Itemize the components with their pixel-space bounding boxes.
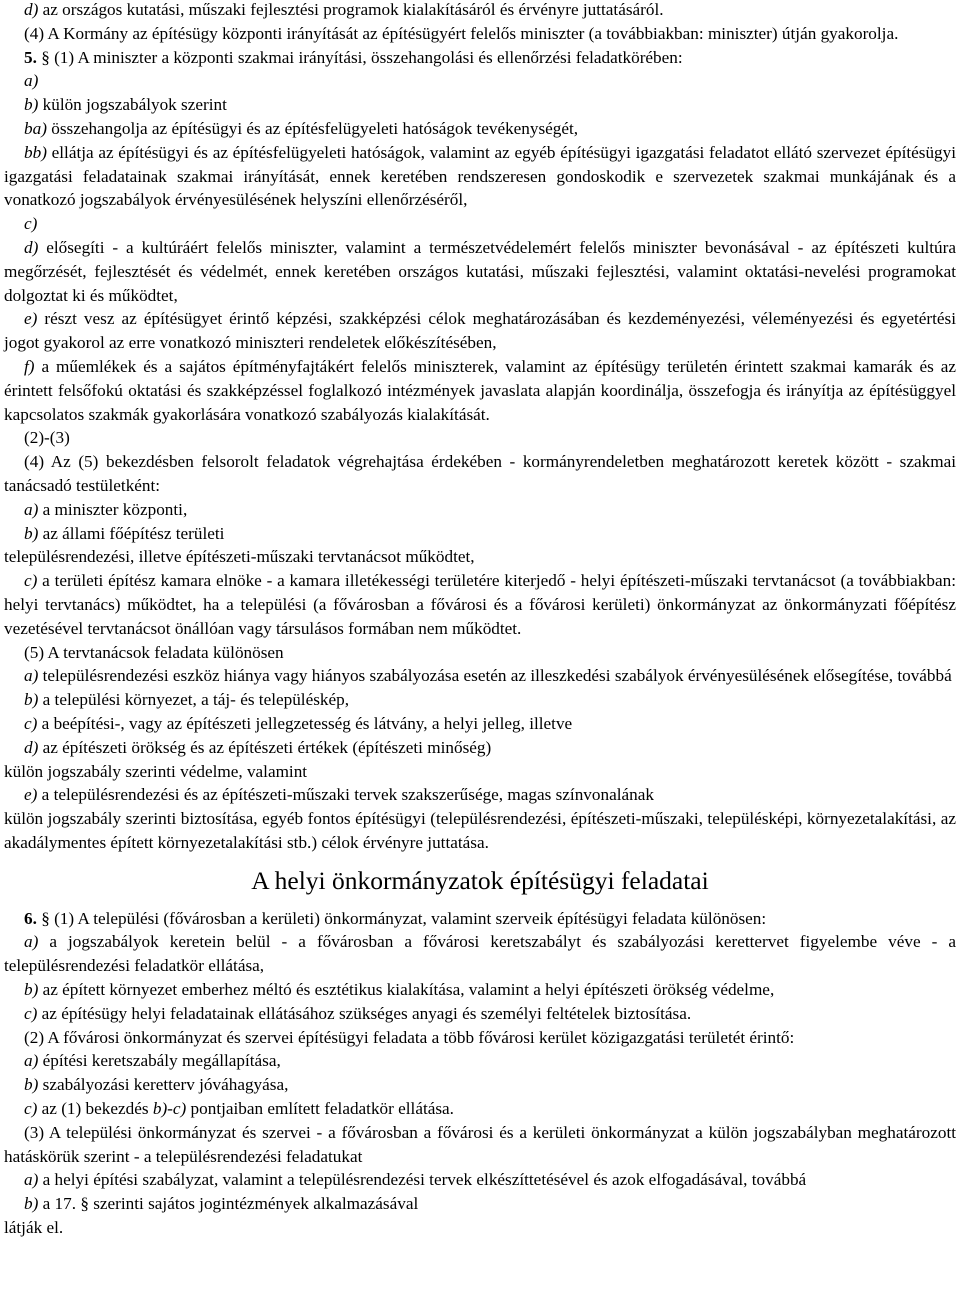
item-text: az (1) bekezdés [41, 1099, 149, 1119]
paragraph-text: § (1) A miniszter a központi szakmai irányítási, összehangolási és ellenőrzési feladatkörében: [41, 47, 683, 67]
list-item [4, 212, 956, 236]
item-text: szabályozási keretterv jóváhagyása, [42, 1075, 289, 1095]
item-text: az állami főépítész területi [42, 523, 225, 543]
item-text: a helyi építési szabályzat, valamint a településrendezési tervek elkészíttetésével és azok elfogadásával, továbbá [42, 1170, 807, 1190]
item-marker: c) [24, 214, 38, 234]
paragraph [4, 0, 956, 22]
list-item [4, 141, 956, 212]
section-5-intro [4, 46, 956, 70]
item-marker: b) [24, 980, 39, 1000]
item-marker: a) [24, 1170, 39, 1190]
item-text: a településrendezési és az építészeti-műszaki tervek szakszerűsége, magas színvonalának [41, 785, 654, 805]
item-text: a miniszter központi, [42, 499, 188, 519]
list-item [4, 69, 956, 93]
section-6-intro [4, 907, 956, 931]
item-marker: b) [24, 523, 39, 543]
paragraph-continuation: látják el. [4, 1218, 64, 1238]
item-marker: e) [24, 785, 38, 805]
list-item [4, 522, 956, 546]
list-item [4, 688, 956, 712]
list-item [4, 93, 956, 117]
list-item [4, 783, 956, 807]
item-text: elősegíti - a kultúráért felelős miniszter, valamint a természetvédelemért felelős miniszter bevonásával - az építészeti kultúra megőrzését, fejlesztését és védelmét, ennek keretében országos kutatási, műszaki fejlesztési, valamint oktatási-nevelési programokat dolgoztat ki és működtet, [4, 237, 956, 305]
list-item [4, 569, 956, 640]
item-marker: a) [24, 666, 39, 686]
item-text: a települési környezet, a táj- és településkép, [42, 690, 350, 710]
item-marker: e) [24, 309, 38, 329]
item-text: összehangolja az építésügyi és az építésfelügyeleti hatóságok tevékenységét, [51, 118, 579, 138]
list-item [4, 978, 956, 1002]
paragraph: (4) A Kormány az építésügy központi irányítását az építésügyért felelős miniszter (a továbbiakban: miniszter) útján gyakorolja. [24, 23, 899, 43]
paragraph-continuation: külön jogszabály szerinti védelme, valamint [4, 761, 308, 781]
item-marker: ba) [24, 118, 47, 138]
section-number: 6. [24, 908, 37, 928]
item-text: a műemlékek és a sajátos építményfajtákért felelős miniszterek, valamint az építésügy területén érintett szakmai kamarák és az érintett felsőfokú oktatási és szakképzéssel foglalkozó intézmények javaslata alapján koordinálja, összefogja és irányítja az építésüggyel kapcsolatos szakmák gyakorlására vonatkozó szabályozás kialakítását. [4, 356, 957, 424]
item-text: a 17. § szerinti sajátos jogintézmények alkalmazásával [42, 1194, 419, 1214]
item-text: az épített környezet emberhez méltó és esztétikus kialakítása, valamint a helyi építészeti örökség védelme, [42, 980, 775, 1000]
section-number: 5. [24, 47, 37, 67]
paragraph: (2) A fővárosi önkormányzat és szervei építésügyi feladata a több fővárosi kerület közigazgatási területét érintő: [24, 1027, 795, 1047]
item-marker: b) [24, 95, 39, 115]
item-text: ellátja az építésügyi és az építésfelügyeleti hatóságok, valamint az egyéb építésügyi igazgatási feladatot ellátó szervezet építésügyi igazgatási feladatainak szakmai irányítását, ennek keretében rendszeresen gondoskodik e szervezetek szakmai munkájának és a vonatkozó jogszabályok érvényesülésének helyszíni ellenőrzéséről, [4, 142, 957, 210]
item-text: az építésügy helyi feladatainak ellátásához szükséges anyagi és személyi feltételek biztosítása. [41, 1003, 692, 1023]
paragraph-continuation: külön jogszabály szerinti biztosítása, egyéb fontos építésügyi (településrendezési, építészeti-műszaki, településképi, környezetalakítási, az akadálymentes épített környezetalakítási stb.) célok érvényre juttatása. [4, 809, 956, 852]
item-marker: c) [24, 713, 38, 733]
paragraph: (3) A települési önkormányzat és szervei - a fővárosban a fővárosi és a kerületi önkormányzat a külön jogszabályban meghatározott hatáskörük szerint - a településrendezési feladatukat [4, 1122, 956, 1166]
item-text: a jogszabályok keretein belül - a fővárosban a fővárosi keretszabályt és szabályozási kerettervet figyelembe véve - a településrendezési feladatkör ellátása, [4, 932, 957, 976]
list-item [4, 236, 956, 307]
item-text: a területi építész kamara elnöke - a kamara illetékességi területére kiterjedő - helyi építészeti-műszaki tervtanácsot (a továbbiakban: helyi tervtanács) működtet, ha a települési (a fővárosban a fővárosi és a fővárosi kerületi) önkormányzat az önkormányzati főépítész vezetésével tervtanácsot önállóan vagy társulásos formában nem működtet. [4, 571, 956, 638]
paragraph: (4) Az (5) bekezdésben felsorolt feladatok végrehajtása érdekében - kormányrendeletben meghatározott keretek között - szakmai tanácsadó testületként: [4, 452, 956, 495]
item-text: részt vesz az építésügyet érintő képzési, szakképzési célok meghatározásában és kezdeményezési, véleményezési és egyetértési jogot gyakorol az erre vonatkozó miniszteri rendeletek előkészítésében, [4, 309, 956, 353]
list-item [4, 1002, 956, 1026]
item-marker: b) [24, 690, 39, 710]
paragraph-text: § (1) A települési (fővárosban a kerületi) önkormányzat, valamint szerveik építésügyi feladata különösen: [41, 908, 767, 928]
item-text: külön jogszabályok szerint [42, 95, 227, 115]
item-marker: d) [24, 0, 39, 19]
item-marker: b) [24, 1075, 39, 1095]
list-item [4, 1192, 956, 1216]
list-item [4, 117, 956, 141]
list-item [4, 712, 956, 736]
item-marker: b) [24, 1194, 39, 1214]
document-page [4, 0, 956, 1240]
item-marker: bb) [24, 142, 47, 162]
item-marker: c) [24, 1003, 38, 1023]
item-marker: c) [24, 571, 38, 591]
list-item [4, 736, 956, 760]
list-item [4, 1049, 956, 1073]
item-marker: a) [24, 71, 39, 91]
list-item [4, 498, 956, 522]
item-marker: a) [24, 1051, 39, 1071]
list-item [4, 1097, 956, 1121]
list-item [4, 1168, 956, 1192]
list-item [4, 664, 956, 688]
list-item [4, 1073, 956, 1097]
paragraph-continuation: településrendezési, illetve építészeti-műszaki tervtanácsot működtet, [4, 547, 475, 567]
item-marker: a) [24, 499, 39, 519]
paragraph: (5) A tervtanácsok feladata különösen [24, 642, 284, 662]
paragraph: (2)-(3) [24, 428, 70, 448]
list-item [4, 355, 956, 426]
item-text: pontjaiban említett feladatkör ellátása. [190, 1099, 454, 1119]
item-marker: d) [24, 237, 39, 257]
item-marker: c) [24, 1099, 38, 1119]
item-text: a beépítési-, vagy az építészeti jellegzetesség és látvány, a helyi jelleg, illetve [41, 713, 573, 733]
item-marker: d) [24, 737, 39, 757]
item-text: építési keretszabály megállapítása, [42, 1051, 281, 1071]
item-text: az építészeti örökség és az építészeti értékek (építészeti minőség) [42, 737, 492, 757]
item-reference: b)-c) [152, 1099, 187, 1119]
section-heading: A helyi önkormányzatok építésügyi feladatai [251, 865, 709, 895]
item-text: településrendezési eszköz hiánya vagy hiányos szabályozása esetén az illeszkedési szabályok érvényesülésének elősegítése, továbbá [42, 666, 952, 686]
item-marker: f) [24, 356, 35, 376]
list-item [4, 307, 956, 355]
item-marker: a) [24, 932, 39, 952]
item-text: az országos kutatási, műszaki fejlesztési programok kialakításáról és érvényre juttatásáról. [42, 0, 664, 19]
list-item [4, 930, 956, 978]
